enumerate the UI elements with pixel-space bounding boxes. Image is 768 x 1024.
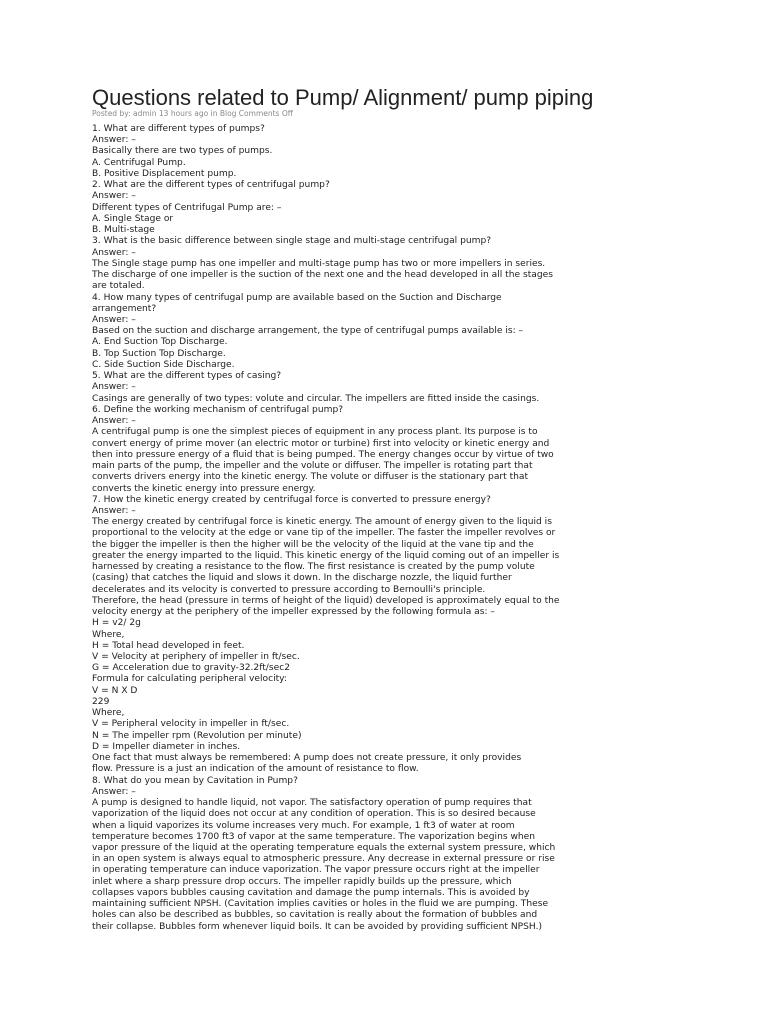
text-line: Answer: – xyxy=(92,314,136,325)
text-line: 6. Define the working mechanism of centrifugal pump? xyxy=(92,404,344,415)
text-line: main parts of the pump, the impeller and the volute or diffuser. The impeller is rotating part that xyxy=(92,461,533,472)
text-line: (casing) that catches the liquid and slows it down. In the discharge nozzle, the liquid further xyxy=(92,573,512,584)
text-line: Casings are generally of two types: volute and circular. The impellers are fitted inside the casings. xyxy=(92,393,540,404)
text-line: temperature becomes 1700 ft3 of vapor at the same temperature. The vaporization begins when xyxy=(92,831,536,842)
text-line: are totaled. xyxy=(92,281,145,292)
text-line: A. End Suction Top Discharge. xyxy=(92,337,228,348)
text-line: N = The impeller rpm (Revolution per minute) xyxy=(92,730,302,741)
text-line: vaporization of the liquid does not occur at any condition of operation. This is so desired because xyxy=(92,809,536,820)
text-line: One fact that must always be remembered: A pump does not create pressure, it only provides xyxy=(92,753,522,764)
text-line: A centrifugal pump is one the simplest pieces of equipment in any process plant. Its purpose is to xyxy=(92,427,538,438)
text-line: Different types of Centrifugal Pump are: – xyxy=(92,202,282,213)
text-line: Answer: – xyxy=(92,191,136,202)
text-line: Answer: – xyxy=(92,382,136,393)
page-title: Questions related to Pump/ Alignment/ pump piping xyxy=(92,85,594,110)
text-line: 3. What is the basic difference between single stage and multi-stage centrifugal pump? xyxy=(92,236,492,247)
text-line: A pump is designed to handle liquid, not vapor. The satisfactory operation of pump requires that xyxy=(92,798,532,809)
text-line: 229 xyxy=(92,696,110,707)
text-line: The discharge of one impeller is the suction of the next one and the head developed in all the stages xyxy=(92,270,553,281)
text-line: 7. How the kinetic energy created by centrifugal force is converted to pressure energy? xyxy=(92,494,491,505)
text-line: greater the energy imparted to the liquid. This kinetic energy of the liquid coming out of an impeller is xyxy=(92,550,560,561)
text-line: Based on the suction and discharge arrangement, the type of centrifugal pumps available is: – xyxy=(92,326,524,337)
text-line: vapor pressure of the liquid at the operating temperature equals the external system pressure, which xyxy=(92,843,556,853)
text-line: Answer: – xyxy=(92,247,136,258)
text-line: Where, xyxy=(92,629,125,640)
text-line: B. Top Suction Top Discharge. xyxy=(92,348,226,359)
text-line: 4. How many types of centrifugal pump are available based on the Suction and Discharge xyxy=(92,292,502,303)
text-line: Therefore, the head (pressure in terms of height of the liquid) developed is approximately equal to the xyxy=(92,595,560,606)
text-line: velocity energy at the periphery of the impeller expressed by the following formula as: – xyxy=(92,607,495,618)
text-line: Answer: – xyxy=(92,786,136,797)
text-line: B. Multi-stage xyxy=(92,225,155,236)
text-line: decelerates and its velocity is converted to pressure according to Bernoulli's principle. xyxy=(92,584,486,595)
text-line: proportional to the velocity at the edge or vane tip of the impeller. The faster the impeller revolves or xyxy=(92,528,556,539)
text-line: in operating temperature can induce vaporization. The vapor pressure occurs right at the impeller xyxy=(92,865,540,876)
text-line: holes can also be described as bubbles, so cavitation is really about the formation of bubbles and xyxy=(92,910,538,921)
text-line: Formula for calculating peripheral velocity: xyxy=(92,674,287,685)
text-line: collapses vapors bubbles causing cavitation and damage the pump internals. This is avoided by xyxy=(92,887,530,898)
text-line: A. Single Stage or xyxy=(92,213,174,224)
text-line: Where, xyxy=(92,708,125,719)
text-line: converts drivers energy into the kinetic energy. The volute or diffuser is the stationary part that xyxy=(92,472,529,483)
text-line: Basically there are two types of pumps. xyxy=(92,146,273,157)
text-line: arrangement? xyxy=(92,303,157,314)
text-line: 8. What do you mean by Cavitation in Pump? xyxy=(92,775,298,786)
text-line: V = N X D xyxy=(92,685,138,696)
text-line: then into pressure energy of a fluid that is being pumped. The energy changes occur by virtue of two xyxy=(92,449,554,460)
text-line: converts the kinetic energy into pressure energy. xyxy=(92,483,316,494)
text-line: D = Impeller diameter in inches. xyxy=(92,741,241,752)
text-line: maintaining sufficient NPSH. (Cavitation implies cavities or holes in the fluid we are pumping. These xyxy=(92,899,549,910)
text-line: 1. What are different types of pumps? xyxy=(92,124,265,134)
text-line: 5. What are the different types of casing? xyxy=(92,371,282,382)
text-line: G = Acceleration due to gravity-32.2ft/sec2 xyxy=(92,663,290,674)
text-line: H = Total head developed in feet. xyxy=(92,640,245,651)
text-line: the bigger the impeller is then the higher will be the velocity of the liquid at the vane tip and the xyxy=(92,539,534,550)
text-line: when a liquid vaporizes its volume increases very much. For example, 1 ft3 of water at room xyxy=(92,820,515,831)
text-line: 2. What are the different types of centrifugal pump? xyxy=(92,180,330,191)
post-meta: Posted by: admin 13 hours ago in Blog Comments Off xyxy=(92,109,293,118)
text-line: C. Side Suction Side Discharge. xyxy=(92,359,235,370)
text-line: A. Centrifugal Pump. xyxy=(92,157,186,168)
text-line: The Single stage pump has one impeller and multi-stage pump has two or more impellers in series. xyxy=(92,258,546,269)
text-line: Answer: – xyxy=(92,135,136,146)
text-line: B. Positive Displacement pump. xyxy=(92,168,237,179)
text-line: V = Peripheral velocity in impeller in ft/sec. xyxy=(92,719,290,730)
article-body xyxy=(92,124,562,933)
text-line: in an open system is always equal to atmospheric pressure. Any decrease in external pressure or rise xyxy=(92,854,555,865)
text-line: Answer: – xyxy=(92,416,136,427)
text-line: flow. Pressure is a just an indication of the amount of resistance to flow. xyxy=(92,764,419,775)
text-line: their collapse. Bubbles form whenever liquid boils. It can be avoided by providing sufficient NPSH.) xyxy=(92,921,543,932)
text-line: V = Velocity at periphery of impeller in ft/sec. xyxy=(92,652,300,663)
text-line: The energy created by centrifugal force is kinetic energy. The amount of energy given to the liquid is xyxy=(92,517,552,528)
text-line: Answer: – xyxy=(92,505,136,516)
text-line: convert energy of prime mover (an electric motor or turbine) first into velocity or kinetic energy and xyxy=(92,438,550,449)
text-line: H = v2/ 2g xyxy=(92,618,141,629)
text-line: inlet where a sharp pressure drop occurs. The impeller rapidly builds up the pressure, which xyxy=(92,876,512,887)
text-line: harnessed by creating a resistance to the flow. The first resistance is created by the pump volute xyxy=(92,562,535,573)
